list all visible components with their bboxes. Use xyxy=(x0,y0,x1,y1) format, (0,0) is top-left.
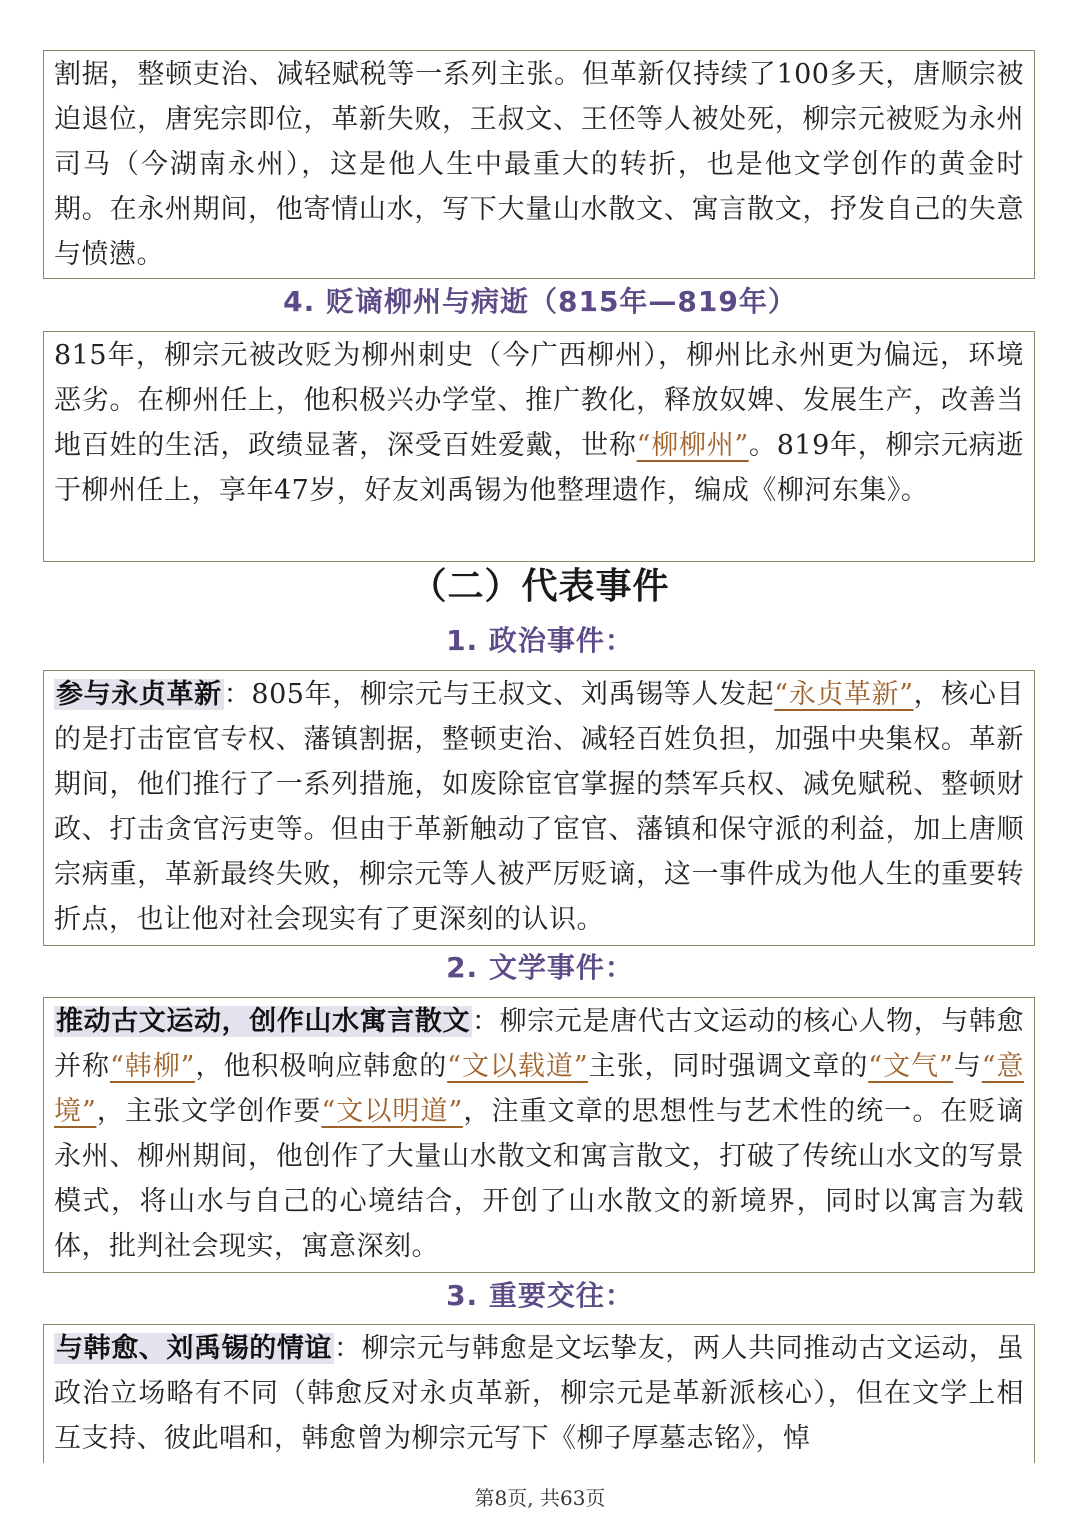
text-segment: 805年，柳宗元与王叔文、刘禹锡等人发起 xyxy=(251,679,775,710)
highlight-wenyizaidao: “文以载道” xyxy=(447,1051,589,1082)
paragraph-political xyxy=(54,672,1024,942)
text-segment: 。819年，柳宗元病逝于柳州任上，享年47岁，好友刘禹锡为他整理遗作，编成《柳河东集》。 xyxy=(54,430,1024,506)
text-box-literary xyxy=(43,997,1035,1273)
paragraph-literary xyxy=(54,999,1024,1269)
text-segment: ，核心目的是打击宦官专权、藩镇割据，整顿吏治、减轻百姓负担，加强中央集权。革新期间，他们推行了一系列措施，如废除宦官掌握的禁军兵权、减免赋税、整顿财政、打击贪官污吏等。但由于革新触动了宦官、藩镇和保守派的利益，加上唐顺宗病重，革新最终失败，柳宗元等人被严厉贬谪，这一事件成为他人生的重要转折点，也让他对社会现实有了更深刻的认识。 xyxy=(54,679,1025,935)
heading-literary: 2. 文学事件： xyxy=(446,951,634,984)
highlight-wenqi: “文气” xyxy=(868,1051,954,1082)
highlight-yijing: “意境” xyxy=(54,1051,1025,1127)
lead-friendship: 与韩愈、刘禹锡的情谊 xyxy=(56,1333,333,1364)
lead-guwen: 推动古文运动，创作山水寓言散文 xyxy=(56,1006,471,1037)
page-number: 第8页, 共63页 xyxy=(474,1486,606,1510)
text-box-yongzhou xyxy=(43,50,1035,279)
highlight-wenyimingdao: “文以明道” xyxy=(321,1096,463,1127)
text-box-political xyxy=(43,670,1035,946)
text-segment: 柳宗元是唐代古文运动的核心人物，与韩愈并称 xyxy=(54,1006,1025,1082)
paragraph-yongzhou: 割据，整顿吏治、减轻赋税等一系列主张。但革新仅持续了100多天，唐顺宗被迫退位，唐宪宗即位，革新失败，王叔文、王伾等人被处死，柳宗元被贬为永州司马（今湖南永州），这是他人生中最重大的转折，也是他文学创作的黄金时期。在永州期间，他寄情山水，写下大量山水散文、寓言散文，抒发自己的失意与愤懑。 xyxy=(54,59,1024,270)
highlight-hanliu: “韩柳” xyxy=(109,1051,195,1082)
text-segment: 815年，柳宗元被改贬为柳州刺史（今广西柳州），柳州比永州更为偏远，环境恶劣。在柳州任上，他积极兴办学堂、推广教化，释放奴婢、发展生产，改善当地百姓的生活，政绩显著，深受百姓爱戴，世称 xyxy=(54,340,1024,461)
paragraph-liuzhou xyxy=(54,333,1024,513)
section-title: （二）代表事件 xyxy=(410,566,670,607)
lead-yongzhen: 参与永贞革新 xyxy=(56,679,222,710)
text-segment: ，注重文章的思想性与艺术性的统一。在贬谪永州、柳州期间，他创作了大量山水散文和寓言散文，打破了传统山水文的写景模式，将山水与自己的心境结合，开创了山水散文的新境界，同时以寓言为载体，批判社会现实，寓意深刻。 xyxy=(54,1096,1025,1262)
text-segment: 柳宗元与韩愈是文坛挚友，两人共同推动古文运动，虽政治立场略有不同（韩愈反对永贞革新，柳宗元是革新派核心），但在文学上相互支持、彼此唱和，韩愈曾为柳宗元写下《柳子厚墓志铭》，悼 xyxy=(54,1333,1025,1454)
heading-exchange: 3. 重要交往： xyxy=(446,1279,634,1312)
colon: ： xyxy=(334,1333,362,1364)
text-box-liuzhou xyxy=(43,331,1035,562)
text-segment: ，主张文学创作要 xyxy=(96,1096,322,1127)
colon: ： xyxy=(223,679,252,710)
text-segment: 主张，同时强调文章的 xyxy=(588,1051,869,1082)
text-segment: ，他积极响应韩愈的 xyxy=(194,1051,448,1082)
highlight-yongzhen: “永贞革新” xyxy=(774,679,914,710)
heading-political: 1. 政治事件： xyxy=(446,624,634,657)
highlight-liuliuzhou: “柳柳州” xyxy=(636,430,749,461)
colon: ： xyxy=(472,1006,500,1037)
heading-liuzhou: 4. 贬谪柳州与病逝（815年—819年） xyxy=(283,285,797,318)
text-segment: 与 xyxy=(953,1051,982,1082)
paragraph-exchange xyxy=(54,1326,1024,1461)
text-box-exchange xyxy=(43,1324,1035,1463)
